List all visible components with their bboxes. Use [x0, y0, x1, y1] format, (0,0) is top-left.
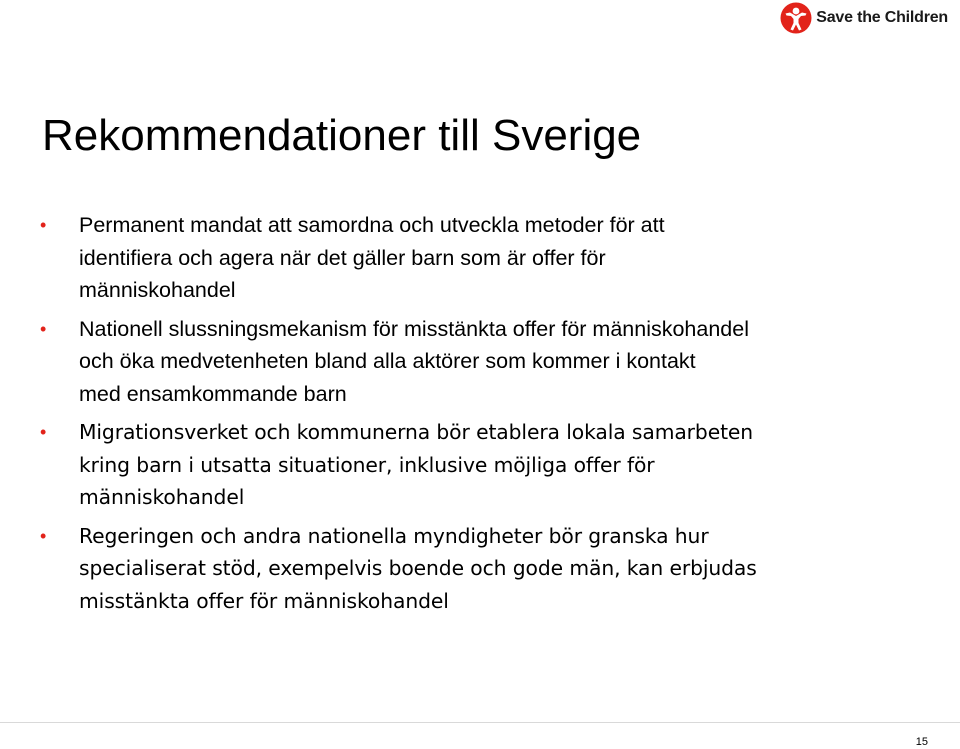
save-the-children-logo [780, 2, 948, 34]
bullet-item-3 [40, 416, 930, 514]
footer-divider [0, 722, 960, 723]
bullet-line: och öka medvetenheten bland alla aktörer som kommer i kontakt [79, 349, 696, 373]
bullet-line: människohandel [79, 485, 245, 509]
bullet-item-2 [40, 313, 930, 411]
bullet-line: Nationell slussningsmekanism för misstänkta offer för människohandel [79, 316, 749, 341]
bullet-text [79, 416, 930, 514]
bullet-line: med ensamkommande barn [79, 381, 347, 406]
bullet-line: misstänkta offer för människohandel [79, 588, 449, 613]
bullet-line: kring barn i utsatta situationer, inklusive möjliga offer för [79, 452, 655, 477]
bullet-line: människohandel [79, 278, 236, 302]
bullet-text [79, 313, 930, 411]
bullet-line: Migrationsverket och kommunerna bör etablera lokala samarbeten [79, 420, 754, 444]
bullet-text [79, 209, 930, 307]
bullet-line: Permanent mandat att samordna och utveckla metoder för att [79, 213, 665, 237]
save-the-children-emblem-icon [780, 2, 812, 34]
bullet-line: Regeringen och andra nationella myndigheter bör granska hur [79, 523, 709, 548]
bullet-item-1 [40, 209, 930, 307]
bullet-marker: • [40, 215, 47, 235]
bullet-line: specialiserat stöd, exempelvis boende och gode män, kan erbjudas [79, 556, 757, 580]
logo-wordmark: Save the Children [816, 9, 948, 26]
slide-title: Rekommendationer till Sverige [42, 111, 642, 160]
bullet-list [40, 209, 930, 623]
bullet-line: identifiera och agera när det gäller barn som är offer för [79, 245, 606, 270]
bullet-marker: • [40, 525, 47, 546]
bullet-marker: • [40, 422, 47, 442]
bullet-text [79, 520, 930, 618]
bullet-marker: • [40, 318, 47, 339]
bullet-item-4 [40, 520, 930, 618]
page-number: 15 [915, 736, 928, 748]
